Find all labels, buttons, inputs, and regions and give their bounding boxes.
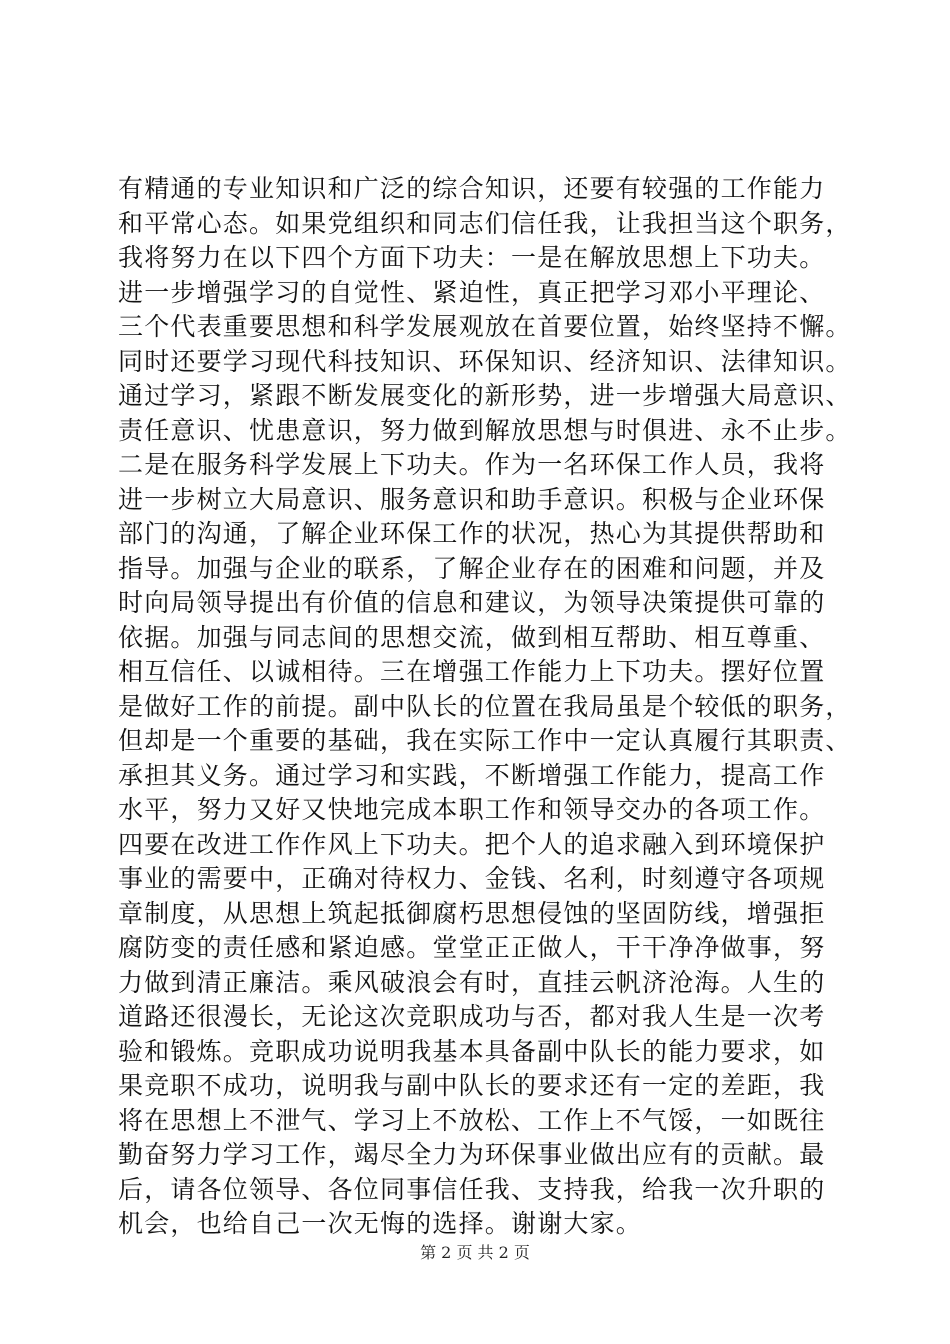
- text-line: 三个代表重要思想和科学发展观放在首要位置，始终坚持不懈。: [118, 312, 852, 341]
- page-number-footer: 第 2 页 共 2 页: [420, 1243, 530, 1262]
- text-line: 章制度，从思想上筑起抵御腐朽思想侵蚀的坚固防线，增强拒: [118, 898, 826, 928]
- text-line: 验和锻炼。竞职成功说明我基本具备副中队长的能力要求，如: [118, 1036, 826, 1066]
- text-line: 我将努力在以下四个方面下功夫：一是在解放思想上下功夫。: [118, 243, 826, 272]
- text-line: 机会，也给自己一次无悔的选择。谢谢大家。: [118, 1209, 643, 1238]
- text-line: 进一步树立大局意识、服务意识和助手意识。积极与企业环保: [118, 484, 826, 514]
- text-line: 腐防变的责任感和紧迫感。堂堂正正做人，干干净净做事，努: [118, 933, 826, 962]
- text-line: 但却是一个重要的基础，我在实际工作中一定认真履行其职责、: [118, 726, 852, 755]
- text-line: 将在思想上不泄气、学习上不放松、工作上不气馁，一如既往: [118, 1105, 826, 1135]
- text-line: 和平常心态。如果党组织和同志们信任我，让我担当这个职务，: [118, 208, 852, 238]
- text-line: 相互信任、以诚相待。三在增强工作能力上下功夫。摆好位置: [118, 657, 826, 686]
- text-line: 指导。加强与企业的联系，了解企业存在的困难和问题，并及: [118, 553, 826, 583]
- text-line: 承担其义务。通过学习和实践，不断增强工作能力，提高工作: [118, 760, 826, 790]
- text-line: 同时还要学习现代科技知识、环保知识、经济知识、法律知识。: [118, 346, 852, 376]
- text-line: 力做到清正廉洁。乘风破浪会有时，直挂云帆济沧海。人生的: [118, 967, 826, 997]
- text-line: 勤奋努力学习工作，竭尽全力为环保事业做出应有的贡献。最: [118, 1140, 826, 1169]
- text-line: 二是在服务科学发展上下功夫。作为一名环保工作人员，我将: [118, 450, 826, 479]
- text-line: 事业的需要中，正确对待权力、金钱、名利，时刻遵守各项规: [118, 864, 826, 893]
- text-line: 责任意识、忧患意识，努力做到解放思想与时俱进、永不止步。: [118, 415, 852, 445]
- text-line: 果竞职不成功，说明我与副中队长的要求还有一定的差距，我: [118, 1071, 826, 1100]
- text-line: 水平，努力又好又快地完成本职工作和领导交办的各项工作。: [118, 795, 826, 824]
- text-line: 后，请各位领导、各位同事信任我、支持我，给我一次升职的: [118, 1174, 826, 1204]
- text-line: 依据。加强与同志间的思想交流，做到相互帮助、相互尊重、: [118, 622, 826, 652]
- text-line: 有精通的专业知识和广泛的综合知识，还要有较强的工作能力: [118, 174, 826, 203]
- text-line: 部门的沟通，了解企业环保工作的状况，热心为其提供帮助和: [118, 519, 826, 548]
- text-line: 道路还很漫长，无论这次竞职成功与否，都对我人生是一次考: [118, 1002, 826, 1031]
- text-line: 是做好工作的前提。副中队长的位置在我局虽是个较低的职务，: [118, 691, 852, 721]
- text-line: 四要在改进工作作风上下功夫。把个人的追求融入到环境保护: [118, 829, 826, 859]
- text-line: 通过学习，紧跟不断发展变化的新形势，进一步增强大局意识、: [118, 381, 852, 410]
- text-line: 时向局领导提出有价值的信息和建议，为领导决策提供可靠的: [118, 588, 826, 617]
- text-line: 进一步增强学习的自觉性、紧迫性，真正把学习邓小平理论、: [118, 277, 826, 307]
- body-text: [118, 172, 858, 1242]
